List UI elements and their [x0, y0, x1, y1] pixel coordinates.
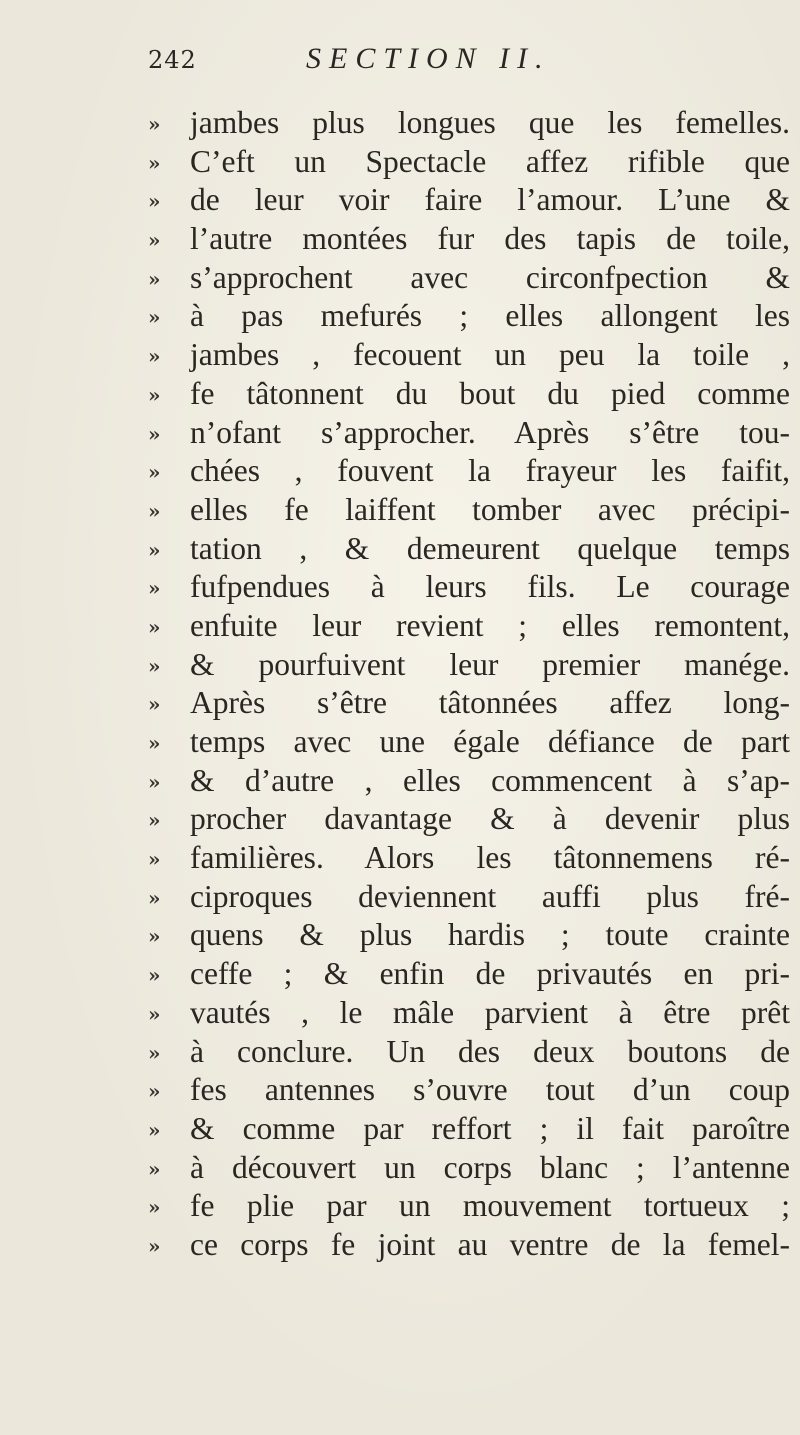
text-line — [148, 220, 790, 259]
line-text: quens & plus hardis ; toute crainte — [190, 917, 790, 953]
section-title: SECTION II. — [306, 42, 551, 75]
running-head — [148, 42, 748, 86]
quotation-mark: » — [148, 266, 161, 291]
line-text: vautés , le mâle parvient à être prêt — [190, 994, 790, 1030]
quotation-mark: » — [148, 963, 161, 988]
line-text: n’ofant s’approcher. Après s’être tou- — [190, 414, 790, 450]
quotation-mark: » — [148, 112, 161, 136]
text-line — [148, 800, 790, 839]
quotation-mark: » — [148, 228, 161, 253]
line-text: fe plie par un mouvement tortueux ; — [190, 1188, 790, 1224]
quotation-mark: » — [148, 460, 161, 485]
quotation-mark: » — [148, 1195, 161, 1220]
quotation-mark: » — [148, 692, 161, 717]
line-text: elles fe laiffent tomber avec précipi- — [190, 491, 790, 527]
quotation-mark: » — [148, 808, 161, 833]
text-line — [148, 607, 790, 646]
quotation-mark: » — [148, 1233, 161, 1258]
line-text: tation , & demeurent quelque temps — [190, 530, 790, 566]
quotation-mark: » — [148, 885, 161, 910]
text-line — [148, 452, 790, 491]
quotation-mark: » — [148, 1040, 161, 1065]
line-text: C’eft un Spectacle affez rifible que — [190, 143, 790, 179]
line-text: l’autre montées fur des tapis de toile, — [190, 221, 790, 257]
line-text: fufpendues à leurs fils. Le courage — [190, 569, 790, 605]
line-text: ceffe ; & enfin de privautés en pri- — [190, 956, 790, 992]
text-line — [148, 1187, 790, 1226]
line-text: s’approchent avec circonfpection & — [190, 259, 790, 295]
text-line — [148, 1071, 790, 1110]
quotation-mark: » — [148, 382, 161, 407]
text-line — [148, 1110, 790, 1149]
line-text: ce corps fe joint au ventre de la femel- — [190, 1226, 790, 1262]
page-number: 242 — [148, 46, 197, 74]
text-line — [148, 1149, 790, 1188]
line-text: & d’autre , elles commencent à s’ap- — [190, 762, 790, 798]
quotation-mark: » — [148, 1156, 161, 1181]
line-text: à pas mefurés ; elles allongent les — [190, 298, 790, 334]
text-line — [148, 839, 790, 878]
quotation-mark: » — [148, 1117, 161, 1142]
quotation-mark: » — [148, 1079, 161, 1104]
text-line — [148, 414, 790, 453]
quotation-mark: » — [148, 1001, 161, 1026]
quotation-mark: » — [148, 498, 161, 523]
text-line — [148, 297, 790, 336]
quotation-mark: » — [148, 576, 161, 601]
text-line — [148, 762, 790, 801]
line-text: à conclure. Un des deux boutons de — [190, 1033, 790, 1069]
text-line — [148, 104, 790, 143]
line-text: familières. Alors les tâtonnemens ré- — [190, 840, 790, 876]
quotation-mark: » — [148, 614, 161, 639]
quotation-mark: » — [148, 847, 161, 872]
line-text: & comme par reffort ; il fait paroître — [190, 1110, 790, 1146]
line-text: enfuite leur revient ; elles remontent, — [190, 607, 790, 643]
quotation-mark: » — [148, 150, 161, 175]
quotation-mark: » — [148, 769, 161, 794]
text-line — [148, 723, 790, 762]
text-line — [148, 646, 790, 685]
text-line — [148, 878, 790, 917]
text-line — [148, 375, 790, 414]
text-line — [148, 259, 790, 298]
text-line — [148, 336, 790, 375]
quotation-mark: » — [148, 924, 161, 949]
text-line — [148, 1226, 790, 1265]
text-line — [148, 181, 790, 220]
quotation-mark: » — [148, 537, 161, 562]
line-text: fe tâtonnent du bout du pied comme — [190, 375, 790, 411]
quotation-mark: » — [148, 189, 161, 214]
text-line — [148, 916, 790, 955]
line-text: de leur voir faire l’amour. L’une & — [190, 182, 790, 218]
text-line — [148, 955, 790, 994]
line-text: chées , fouvent la frayeur les faifit, — [190, 453, 790, 489]
text-line — [148, 491, 790, 530]
quotation-mark: » — [148, 344, 161, 369]
text-line — [148, 143, 790, 182]
line-text: à découvert un corps blanc ; l’antenne — [190, 1149, 790, 1185]
body-text — [148, 104, 790, 1265]
line-text: Après s’être tâtonnées affez long- — [190, 685, 790, 721]
text-line — [148, 530, 790, 569]
line-text: temps avec une égale défiance de part — [190, 724, 790, 759]
text-line — [148, 568, 790, 607]
quotation-mark: » — [148, 421, 161, 446]
line-text: & pourfuivent leur premier manége. — [190, 646, 790, 682]
quotation-mark: » — [148, 731, 161, 755]
line-text: jambes , fecouent un peu la toile , — [190, 337, 790, 373]
quotation-mark: » — [148, 305, 161, 330]
line-text: ciproques deviennent auffi plus fré- — [190, 878, 790, 914]
text-line — [148, 1033, 790, 1072]
quotation-mark: » — [148, 653, 161, 678]
text-line — [148, 684, 790, 723]
line-text: procher davantage & à devenir plus — [190, 801, 790, 837]
line-text: jambes plus longues que les femelles. — [190, 105, 790, 140]
line-text: fes antennes s’ouvre tout d’un coup — [190, 1072, 790, 1108]
text-line — [148, 994, 790, 1033]
